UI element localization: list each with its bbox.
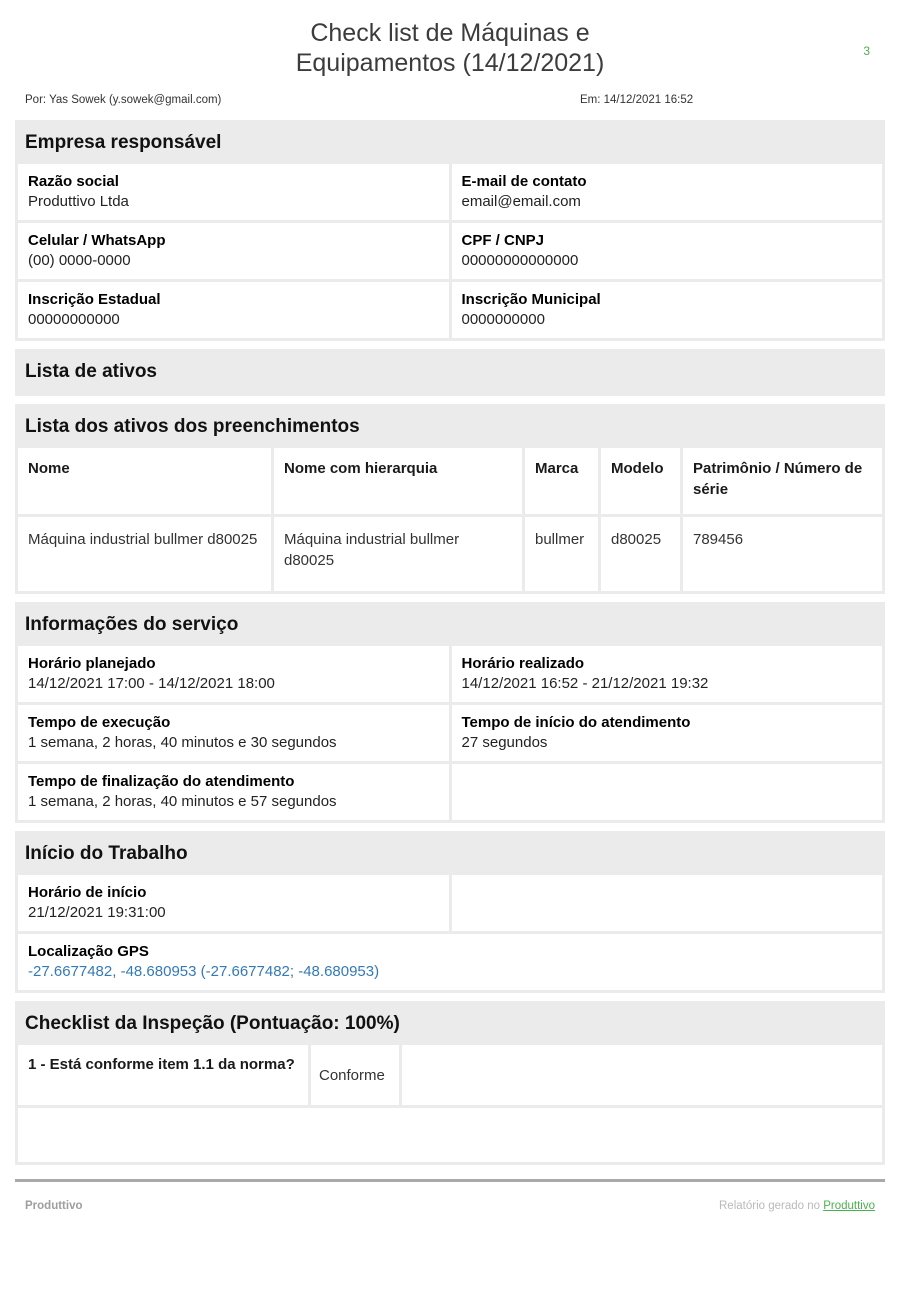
section-empresa-responsavel bbox=[15, 120, 885, 341]
footer-divider bbox=[15, 1179, 885, 1182]
assets-cell-marca: bullmer bbox=[525, 517, 598, 591]
report-page bbox=[0, 18, 900, 1291]
assets-cell-patrimonio: 789456 bbox=[683, 517, 882, 591]
field-horario-inicio bbox=[18, 875, 449, 931]
section-title: Informações do serviço bbox=[25, 614, 239, 635]
field-label: Horário de início bbox=[28, 884, 147, 901]
section-title: Checklist da Inspeção (Pontuação: 100%) bbox=[25, 1013, 400, 1034]
empty-cell bbox=[452, 875, 883, 931]
field-razao-social bbox=[18, 164, 449, 220]
field-celular-whatsapp bbox=[18, 223, 449, 279]
field-value: 27 segundos bbox=[461, 734, 548, 751]
field-email-contato bbox=[452, 164, 883, 220]
assets-col-header-nome: Nome bbox=[18, 448, 271, 514]
field-value: Produttivo Ltda bbox=[28, 193, 129, 210]
field-value: 14/12/2021 16:52 - 21/12/2021 19:32 bbox=[461, 675, 709, 692]
field-horario-realizado bbox=[452, 646, 883, 702]
field-label: Inscrição Municipal bbox=[461, 291, 601, 308]
page-number: 3 bbox=[863, 44, 870, 58]
field-horario-planejado bbox=[18, 646, 449, 702]
field-value: 00000000000000 bbox=[461, 252, 579, 269]
field-label: Inscrição Estadual bbox=[28, 291, 161, 308]
section-title: Empresa responsável bbox=[25, 132, 222, 153]
field-tempo-execucao bbox=[18, 705, 449, 761]
field-value: 14/12/2021 17:00 - 14/12/2021 18:00 bbox=[28, 675, 275, 692]
footer bbox=[25, 1200, 875, 1212]
footer-brand: Produttivo bbox=[25, 1200, 83, 1212]
section-title: Lista dos ativos dos preenchimentos bbox=[25, 416, 360, 437]
empty-cell bbox=[452, 764, 883, 820]
footer-generated-note bbox=[719, 1200, 875, 1212]
field-label: Celular / WhatsApp bbox=[28, 232, 166, 249]
assets-col-header-hierarquia: Nome com hierarquia bbox=[274, 448, 522, 514]
section-informacoes-servico bbox=[15, 602, 885, 823]
field-inscricao-estadual bbox=[18, 282, 449, 338]
byline bbox=[25, 94, 875, 106]
section-title: Lista de ativos bbox=[25, 361, 157, 382]
gps-coordinates-link[interactable]: -27.6677482, -48.680953 (-27.6677482; -48.680953) bbox=[28, 963, 380, 980]
page-title: Check list de Máquinas e Equipamentos (14/12/2021) bbox=[295, 19, 605, 77]
report-content bbox=[15, 120, 885, 1165]
field-value: 1 semana, 2 horas, 40 minutos e 30 segundos bbox=[28, 734, 337, 751]
section-title: Início do Trabalho bbox=[25, 843, 188, 864]
report-author: Por: Yas Sowek (y.sowek@gmail.com) bbox=[25, 94, 222, 106]
assets-cell-modelo: d80025 bbox=[601, 517, 680, 591]
field-value: 21/12/2021 19:31:00 bbox=[28, 904, 166, 921]
assets-cell-hierarquia: Máquina industrial bullmer d80025 bbox=[274, 517, 522, 591]
field-cpf-cnpj bbox=[452, 223, 883, 279]
section-ativos-preenchimentos bbox=[15, 404, 885, 594]
field-inscricao-municipal bbox=[452, 282, 883, 338]
footer-generated-text: Relatório gerado no bbox=[719, 1200, 824, 1212]
assets-table bbox=[18, 448, 882, 591]
footer-produttivo-link[interactable]: Produttivo bbox=[823, 1200, 875, 1212]
field-label: Localização GPS bbox=[28, 943, 149, 960]
section-checklist-inspecao bbox=[15, 1001, 885, 1165]
field-label: Tempo de execução bbox=[28, 714, 171, 731]
inicio-fields bbox=[18, 875, 882, 931]
report-generated-at: Em: 14/12/2021 16:52 bbox=[580, 94, 694, 106]
section-inicio-trabalho bbox=[15, 831, 885, 993]
empty-cell bbox=[402, 1045, 882, 1105]
servico-fields bbox=[18, 646, 882, 820]
assets-col-header-marca: Marca bbox=[525, 448, 598, 514]
checklist-question: 1 - Está conforme item 1.1 da norma? bbox=[18, 1045, 308, 1105]
field-tempo-inicio-atendimento bbox=[452, 705, 883, 761]
section-lista-de-ativos bbox=[15, 349, 885, 396]
assets-col-header-patrimonio: Patrimônio / Número de série bbox=[683, 448, 882, 514]
field-label: Razão social bbox=[28, 173, 119, 190]
field-value: email@email.com bbox=[461, 193, 581, 210]
gps-row bbox=[18, 934, 882, 990]
field-label: Horário planejado bbox=[28, 655, 156, 672]
field-label: Tempo de finalização do atendimento bbox=[28, 773, 295, 790]
empty-row bbox=[18, 1108, 882, 1162]
checklist-answer: Conforme bbox=[311, 1045, 399, 1105]
field-value: 00000000000 bbox=[28, 311, 120, 328]
field-value: 0000000000 bbox=[461, 311, 545, 328]
field-localizacao-gps bbox=[18, 934, 882, 990]
checklist-item-row bbox=[18, 1045, 882, 1105]
field-label: CPF / CNPJ bbox=[461, 232, 545, 249]
field-label: Tempo de início do atendimento bbox=[461, 714, 691, 731]
field-tempo-finalizacao bbox=[18, 764, 449, 820]
assets-col-header-modelo: Modelo bbox=[601, 448, 680, 514]
field-value: (00) 0000-0000 bbox=[28, 252, 131, 269]
assets-cell-nome: Máquina industrial bullmer d80025 bbox=[18, 517, 271, 591]
empresa-fields bbox=[18, 164, 882, 338]
field-label: E-mail de contato bbox=[461, 173, 587, 190]
field-label: Horário realizado bbox=[461, 655, 585, 672]
field-value: 1 semana, 2 horas, 40 minutos e 57 segundos bbox=[28, 793, 337, 810]
